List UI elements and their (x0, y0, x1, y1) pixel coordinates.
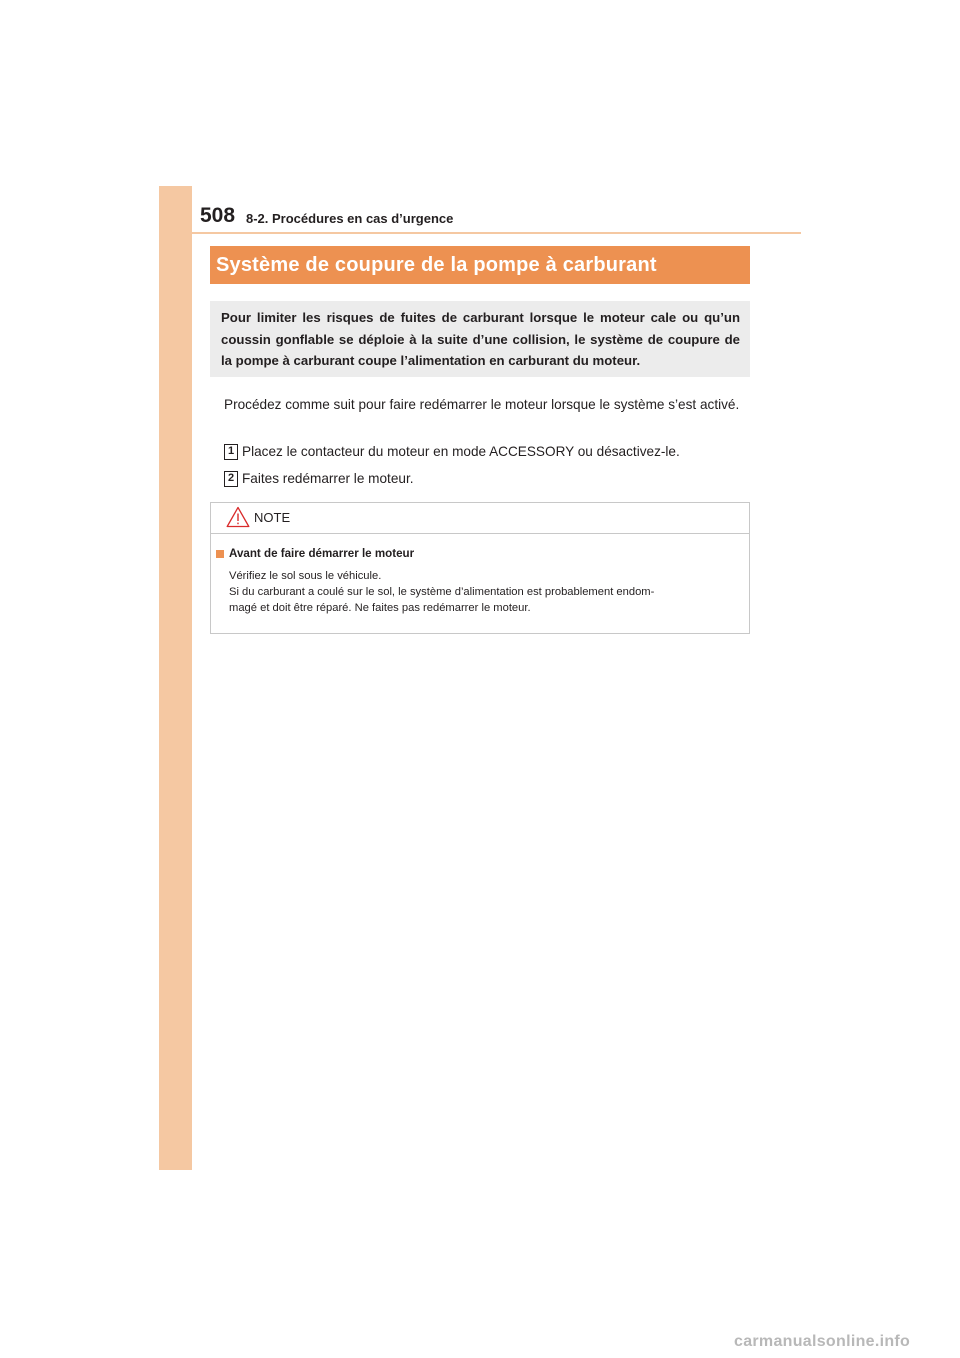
page-number: 508 (200, 204, 236, 227)
chapter-title: 8-2. Procédures en cas d’urgence (246, 211, 454, 226)
watermark-logo: carmanualsonline.info (734, 1333, 911, 1350)
note-body (229, 568, 741, 616)
note-line: Vérifiez le sol sous le véhicule. (229, 570, 382, 582)
note-header (211, 503, 749, 534)
note-line: magé et doit être réparé. Ne faites pas redémarrer le moteur. (229, 602, 531, 614)
note-label: NOTE (254, 510, 291, 525)
note-subheading-row (216, 547, 414, 561)
step-1 (224, 443, 680, 461)
note-box (210, 502, 750, 634)
section-title: Système de coupure de la pompe à carburant (216, 254, 657, 276)
intro-text: Pour limiter les risques de fuites de carburant lorsque le moteur cale ou qu’un coussin gonflable se déploie à la suite d’une collision, le système de coupure de la pompe à carburant coupe l’alimentation en carburant du moteur. (221, 310, 740, 368)
warning-triangle-icon (226, 506, 250, 528)
step-number-badge: 2 (224, 471, 238, 487)
note-subheading: Avant de faire démarrer le moteur (229, 547, 415, 560)
body-paragraph: Procédez comme suit pour faire redémarrer le moteur lorsque le système s’est activé. (224, 397, 740, 412)
step-number-badge: 1 (224, 444, 238, 460)
note-line: Si du carburant a coulé sur le sol, le système d’alimentation est probablement endom- (229, 586, 655, 598)
step-text: Placez le contacteur du moteur en mode ACCESSORY ou désactivez-le. (242, 444, 680, 459)
side-color-band (159, 186, 192, 1170)
header-divider (159, 232, 801, 234)
step-text: Faites redémarrer le moteur. (242, 471, 414, 486)
square-bullet-icon (216, 550, 224, 558)
intro-box (210, 301, 750, 377)
step-2 (224, 470, 414, 488)
section-title-bar (210, 246, 750, 284)
